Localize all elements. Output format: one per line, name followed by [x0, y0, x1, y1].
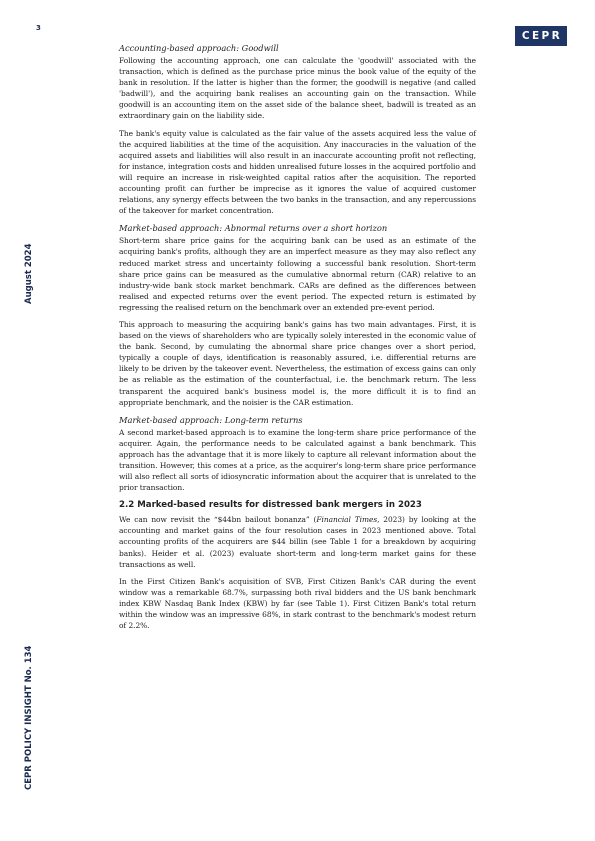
- abnormal-returns-paragraph-1: Short-term share price gains for the acquiring bank can be used as an estimate of the acquiring bank's profits, although they are an imperfect measure as they may also reflect any reduced market stress and uncertainty following a successful bank resolution. Short-term share price gains can be measured as the cumulative abnormal return (CAR) relative to an industry-wide bank stock market benchmark. CARs are defined as the differences between realised and expected returns over the event period. The expected return is estimated by regressing the realised return on the benchmark over an extended pre-event period.: [119, 236, 476, 312]
- long-term-returns-heading: Market-based approach: Long-term returns: [119, 414, 303, 425]
- abnormal-returns-paragraph-2: This approach to measuring the acquiring bank's gains has two main advantages. First, it is based on the views of shareholders who are typically solely interested in the economic value of the bank. Second, by cumulating the abnormal share price changes over a short period, typically a couple of days, identification is reasonably assured, i.e. differential returns are likely to be driven by the takeover event. Nevertheless, the estimation of excess gains can only be as reliable as the estimation of the counterfactual, i.e. the benchmark return. The less transparent the acquired bank's business model is, the more difficult it is to find an appropriate benchmark, and the noisier is the CAR estimation.: [119, 319, 476, 407]
- results-text-post: , 2023) by looking at the accounting and market gains of the four resolution cases in 2023 mentioned above. Total accounting profits of the acquirers are $44 billin (see Table 1 for a breakdown by acquiring banks). Heider et al. (2023) evaluate short-term and long-term market gains for these transactions as well.: [119, 515, 476, 569]
- sidebar-date: August 2024: [24, 243, 34, 304]
- results-paragraph-2: In the First Citizen Bank's acquisition of SVB, First Citizen Bank's CAR during the event window was a remarkable 68.7%, surpassing both rival bidders and the US bank benchmark index KBW Nasdaq Bank Index (KBW) by far (see Table 1). First Citizen Bank's total return within the window was an impressive 68%, in stark contrast to the benchmark's modest return of 2.2%.: [119, 576, 476, 631]
- results-text-pre: We can now revisit the “$44bn bailout bonanza” (: [119, 515, 317, 525]
- section-heading: 2.2 Marked-based results for distressed bank mergers in 2023: [119, 500, 422, 511]
- page-number: 3: [36, 24, 41, 32]
- abnormal-returns-heading: Market-based approach: Abnormal returns over a short horizon: [119, 223, 388, 234]
- sidebar-series-label: CEPR POLICY INSIGHT No. 134: [24, 645, 34, 790]
- article-body: [119, 42, 476, 637]
- goodwill-paragraph-2: The bank's equity value is calculated as the fair value of the assets acquired less the value of the acquired liabilities at the time of the acquisition. Any inaccuracies in the valuation of the acquired assets and liabilities will also result in an inaccurate accounting profit not reflecting, for instance, integration costs and hidden unrealised future losses in the acquired portfolio and will require an increase in risk-weighted capital ratios after the acquisition. The reported accounting profit can further be imprecise as it ignores the value of acquired customer relations, any synergy effects between the two banks in the transaction, and any repercussions of the takeover for market concentration.: [119, 128, 476, 216]
- cepr-logo: CEPR: [515, 26, 567, 46]
- goodwill-paragraph-1: Following the accounting approach, one can calculate the 'goodwill' associated with the transaction, which is defined as the purchase price minus the book value of the equity of the bank in resolution. If the latter is higher than the former, the goodwill is negative (and called 'badwill'), and the acquiring bank realises an accounting gain on the transaction. While goodwill is an accounting item on the asset side of the balance sheet, badwill is treated as an extraordinary gain on the liability side.: [119, 56, 476, 121]
- goodwill-heading: Accounting-based approach: Goodwill: [119, 43, 279, 53]
- results-paragraph-1: [119, 514, 476, 569]
- long-term-returns-paragraph: A second market-based approach is to examine the long-term share price performance of the acquirer. Again, the performance needs to be calculated against a bank benchmark. This approach has the advantage that it is more likely to capture all relevant information about the transition. However, this comes at a price, as the acquirer's long-term share price performance will also reflect all sorts of idiosyncratic information about the acquirer that is unrelated to the prior transaction.: [119, 427, 476, 493]
- source-citation: Financial Times: [316, 515, 378, 525]
